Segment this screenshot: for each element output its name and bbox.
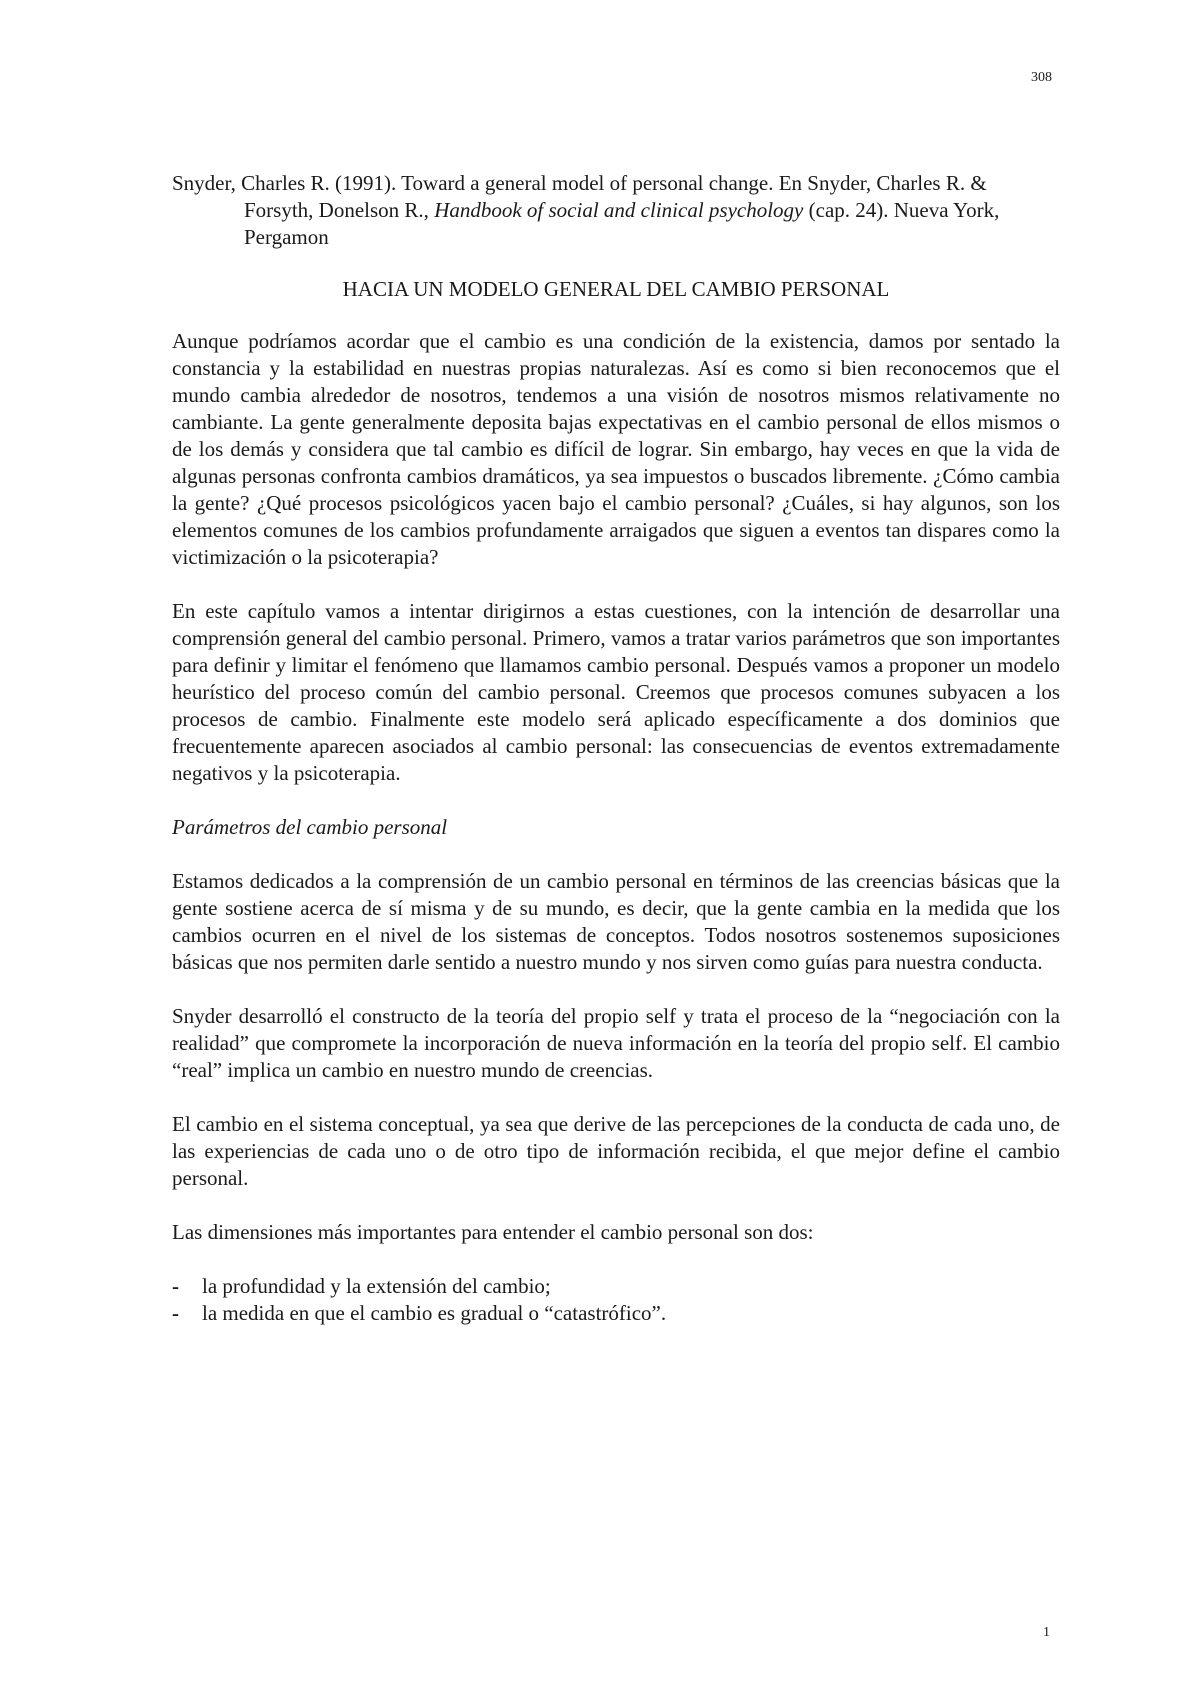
bullet-dash: - (172, 1274, 179, 1298)
page-number-top: 308 (1031, 70, 1052, 85)
list-item (172, 1300, 1060, 1327)
list-item (172, 1273, 1060, 1300)
paragraph-5: El cambio en el sistema conceptual, ya sea que derive de las percepciones de la conducta de cada uno, de las experiencias de cada uno o de otro tipo de información recibida, el que mejor define el cambio personal. (172, 1112, 1060, 1190)
page-number-bottom: 1 (1043, 1625, 1050, 1640)
bullet-dash: - (172, 1301, 179, 1325)
bullet-list (172, 1273, 1060, 1327)
citation-book-title: Handbook of social and clinical psychology (434, 198, 804, 222)
paragraph-4: Snyder desarrolló el constructo de la teoría del propio self y trata el proceso de la “negociación con la realidad” que compromete la incorporación de nueva información en la teoría del propio self. El cambio “real” implica un cambio en nuestro mundo de creencias. (172, 1004, 1060, 1082)
document-body (172, 170, 1060, 1327)
paragraph-3: Estamos dedicados a la comprensión de un cambio personal en términos de las creencias básicas que la gente sostiene acerca de sí misma y de su mundo, es decir, que la gente cambia en la medida que los cambios ocurren en el nivel de los sistemas de conceptos. Todos nosotros sostenemos suposiciones básicas que nos permiten darle sentido a nuestro mundo y nos sirven como guías para nuestra conducta. (172, 869, 1060, 974)
bibliographic-citation (172, 170, 1060, 251)
citation-tail: (cap. 24). Nueva York, Pergamon (244, 198, 1000, 249)
list-item-text: la medida en que el cambio es gradual o “catastrófico”. (202, 1301, 667, 1325)
citation-lead: Snyder, Charles R. (1991). Toward a general model of personal change. En Snyder, Charles R. & Forsyth, Donelson R., (172, 171, 987, 222)
section-heading: Parámetros del cambio personal (172, 815, 448, 839)
document-title: HACIA UN MODELO GENERAL DEL CAMBIO PERSONAL (342, 277, 890, 301)
paragraph-6: Las dimensiones más importantes para entender el cambio personal son dos: (172, 1220, 814, 1244)
list-item-text: la profundidad y la extensión del cambio; (202, 1274, 551, 1298)
paragraph-1: Aunque podríamos acordar que el cambio es una condición de la existencia, damos por sentado la constancia y la estabilidad en nuestras propias naturalezas. Así es como si bien reconocemos que el mundo cambia alrededor de nosotros, tendemos a una visión de nosotros mismos relativamente no cambiante. La gente generalmente deposita bajas expectativas en el cambio personal de ellos mismos o de los demás y considera que tal cambio es difícil de lograr. Sin embargo, hay veces en que la vida de algunas personas confronta cambios dramáticos, ya sea impuestos o buscados libremente. ¿Cómo cambia la gente? ¿Qué procesos psicológicos yacen bajo el cambio personal? ¿Cuáles, si hay algunos, son los elementos comunes de los cambios profundamente arraigados que siguen a eventos tan dispares como la victimización o la psicoterapia? (172, 329, 1060, 569)
paragraph-2: En este capítulo vamos a intentar dirigirnos a estas cuestiones, con la intención de desarrollar una comprensión general del cambio personal. Primero, vamos a tratar varios parámetros que son importantes para definir y limitar el fenómeno que llamamos cambio personal. Después vamos a proponer un modelo heurístico del proceso común del cambio personal. Creemos que procesos comunes subyacen a los procesos de cambio. Finalmente este modelo será aplicado específicamente a dos dominios que frecuentemente aparecen asociados al cambio personal: las consecuencias de eventos extremadamente negativos y la psicoterapia. (172, 599, 1060, 785)
